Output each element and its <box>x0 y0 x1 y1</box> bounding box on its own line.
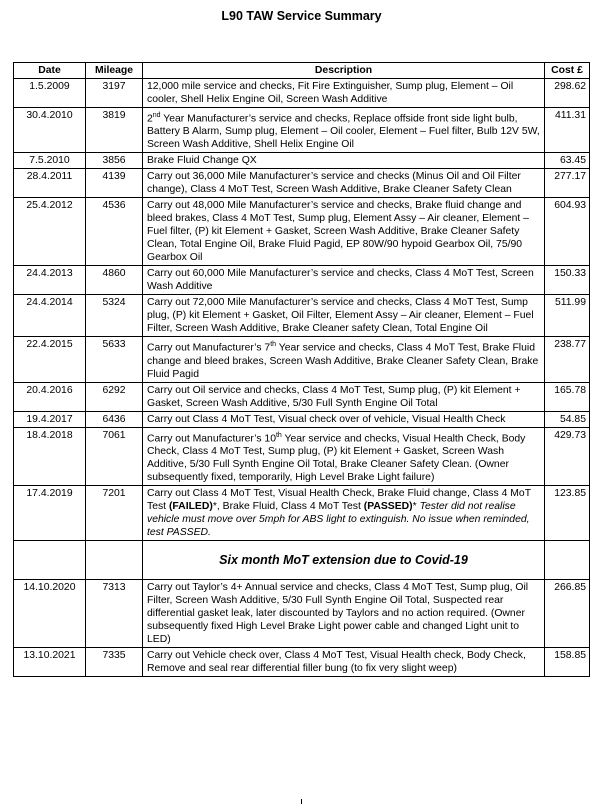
table-row <box>14 580 590 648</box>
description-cell: Carry out Class 4 MoT Test, Visual check over of vehicle, Visual Health Check <box>143 411 545 427</box>
page-edge-mark <box>301 799 302 804</box>
cost-cell: 411.31 <box>545 108 590 153</box>
table-row <box>14 153 590 169</box>
cost-cell: 511.99 <box>545 295 590 337</box>
date-cell: 28.4.2011 <box>14 169 86 198</box>
mileage-cell: 6292 <box>86 382 143 411</box>
description-cell <box>143 337 545 382</box>
description-fragment: *, Brake Fluid, Class 4 MoT Test <box>212 501 364 513</box>
document-title: L90 TAW Service Summary <box>221 9 382 23</box>
description-fragment: Year Manufacturer’s service and checks, Replace offside front side light bulb, Battery B Alarm, Sump plug, Element – Oil cooler, Element – Fuel filter, Bulb 12V 5W, Screen Wash Additive, Shell Helix Engine Oil <box>147 113 540 151</box>
date-cell: 1.5.2009 <box>14 79 86 108</box>
mileage-cell: 4860 <box>86 266 143 295</box>
mileage-cell: 4536 <box>86 198 143 266</box>
banner-row <box>14 541 590 580</box>
header-description: Description <box>143 63 545 79</box>
cost-cell: 150.33 <box>545 266 590 295</box>
description-fragment: Tester did not realise vehicle must move over 5mph for ABS light to extinguish. No issue when reminded, test PASSED. <box>147 501 530 539</box>
mileage-cell: 6436 <box>86 411 143 427</box>
cost-cell: 604.93 <box>545 198 590 266</box>
mileage-cell: 5633 <box>86 337 143 382</box>
description-fragment: Year service and checks, Visual Health Check, Body Check, Class 4 MoT Test, Sump plug, (P) kit Element + Gasket, Screen Wash Additive, 5/30 Full Synth Engine Oil Total, Brake Cleaner Safety Clean. (Owner subsequently fixed, temporarily, High Level Brake Light failure) <box>147 433 526 484</box>
description-cell <box>143 427 545 485</box>
description-fragment: Carry out Manufacturer’s 10 <box>147 433 276 445</box>
date-cell: 24.4.2013 <box>14 266 86 295</box>
table-row <box>14 427 590 485</box>
cost-cell: 429.73 <box>545 427 590 485</box>
mileage-cell: 3856 <box>86 153 143 169</box>
table-row <box>14 382 590 411</box>
table-row <box>14 79 590 108</box>
description-cell <box>143 486 545 541</box>
cost-cell: 63.45 <box>545 153 590 169</box>
mileage-cell: 7201 <box>86 486 143 541</box>
cost-cell: 266.85 <box>545 580 590 648</box>
date-cell: 19.4.2017 <box>14 411 86 427</box>
description-fragment: nd <box>152 112 161 119</box>
description-fragment: th <box>275 431 282 439</box>
date-cell: 24.4.2014 <box>14 295 86 337</box>
table-row <box>14 337 590 382</box>
service-summary-table <box>13 62 590 677</box>
description-fragment: * <box>412 501 420 513</box>
table-row <box>14 108 590 153</box>
date-cell: 30.4.2010 <box>14 108 86 153</box>
description-fragment: Year service and checks, Class 4 MoT Test, Brake Fluid change and bleed brakes, Screen Wash Additive, Brake Cleaner Safety Clean, Brake Fluid Pagid <box>147 342 539 380</box>
empty-cell <box>14 541 86 580</box>
date-cell: 18.4.2018 <box>14 427 86 485</box>
empty-cell <box>545 541 590 580</box>
date-cell: 25.4.2012 <box>14 198 86 266</box>
description-cell: Carry out 48,000 Mile Manufacturer’s service and checks, Brake fluid change and bleed brakes, Class 4 MoT Test, Sump plug, Element Assy – Air cleaner, Element – Fuel filter, (P) kit Element + Gasket, Screen Wash Additive, Brake Cleaner Safety Clean, Total Engine Oil, Brake Fluid Pagid, EP 80W/90 hypoid Gearbox Oil, 75/90 Gearbox Oil <box>143 198 545 266</box>
date-cell: 14.10.2020 <box>14 580 86 648</box>
mileage-cell: 7335 <box>86 648 143 677</box>
cost-cell: 158.85 <box>545 648 590 677</box>
table-row <box>14 648 590 677</box>
table-row <box>14 198 590 266</box>
table-row <box>14 169 590 198</box>
cost-cell: 54.85 <box>545 411 590 427</box>
description-cell: Carry out Vehicle check over, Class 4 MoT Test, Visual Health check, Body Check, Remove and seal rear differential filler bung (to fix very slight weep) <box>143 648 545 677</box>
mileage-cell: 7313 <box>86 580 143 648</box>
date-cell: 7.5.2010 <box>14 153 86 169</box>
description-cell: Carry out 72,000 Mile Manufacturer’s service and checks, Class 4 MoT Test, Sump plug, (P) kit Element + Gasket, Oil Filter, Element Assy – Air cleaner, Element – Fuel Filter, Screen Wash Additive, Brake Cleaner safety Clean, Total Engine Oil <box>143 295 545 337</box>
description-fragment: (FAILED) <box>168 501 213 513</box>
table-row <box>14 486 590 541</box>
header-mileage: Mileage <box>86 63 143 79</box>
cost-cell: 165.78 <box>545 382 590 411</box>
table-row <box>14 411 590 427</box>
cost-cell: 298.62 <box>545 79 590 108</box>
banner-text: Six month MoT extension due to Covid-19 <box>143 541 545 580</box>
mileage-cell: 3819 <box>86 108 143 153</box>
description-fragment: 2 <box>147 113 153 125</box>
table-header-row <box>14 63 590 79</box>
description-cell: Carry out 36,000 Mile Manufacturer’s service and checks (Minus Oil and Oil Filter change), Class 4 MoT Test, Screen Wash Additive, Brake Cleaner Safety Clean <box>143 169 545 198</box>
date-cell: 22.4.2015 <box>14 337 86 382</box>
table-row <box>14 295 590 337</box>
empty-cell <box>86 541 143 580</box>
description-cell: Brake Fluid Change QX <box>143 153 545 169</box>
date-cell: 17.4.2019 <box>14 486 86 541</box>
mileage-cell: 5324 <box>86 295 143 337</box>
description-fragment: th <box>270 341 277 349</box>
mileage-cell: 4139 <box>86 169 143 198</box>
description-fragment: Carry out Manufacturer’s 7 <box>147 342 271 354</box>
description-cell: Carry out Taylor’s 4+ Annual service and checks, Class 4 MoT Test, Sump plug, Oil Filter, Screen Wash Additive, 5/30 Full Synth Engine Oil Total, Suspected rear differential gasket leak, later discounted by Taylors and no action required. (Owner subsequently fixed High Level Brake Light power cable and changed Light unit to LED) <box>143 580 545 648</box>
mileage-cell: 7061 <box>86 427 143 485</box>
cost-cell: 123.85 <box>545 486 590 541</box>
date-cell: 13.10.2021 <box>14 648 86 677</box>
header-date: Date <box>14 63 86 79</box>
description-fragment: Carry out Class 4 MoT Test, Visual Health Check, Brake Fluid change, Class 4 MoT Test <box>147 488 531 513</box>
description-cell: Carry out 60,000 Mile Manufacturer’s service and checks, Class 4 MoT Test, Screen Wash Additive <box>143 266 545 295</box>
date-cell: 20.4.2016 <box>14 382 86 411</box>
cost-cell: 238.77 <box>545 337 590 382</box>
table-row <box>14 266 590 295</box>
description-fragment: (PASSED) <box>363 501 413 513</box>
cost-cell: 277.17 <box>545 169 590 198</box>
description-cell <box>143 108 545 153</box>
description-cell: 12,000 mile service and checks, Fit Fire Extinguisher, Sump plug, Element – Oil cooler, Shell Helix Engine Oil, Screen Wash Additive <box>143 79 545 108</box>
mileage-cell: 3197 <box>86 79 143 108</box>
description-cell: Carry out Oil service and checks, Class 4 MoT Test, Sump plug, (P) kit Element + Gasket, Screen Wash Additive, 5/30 Full Synth Engine Oil Total <box>143 382 545 411</box>
header-cost: Cost £ <box>545 63 590 79</box>
